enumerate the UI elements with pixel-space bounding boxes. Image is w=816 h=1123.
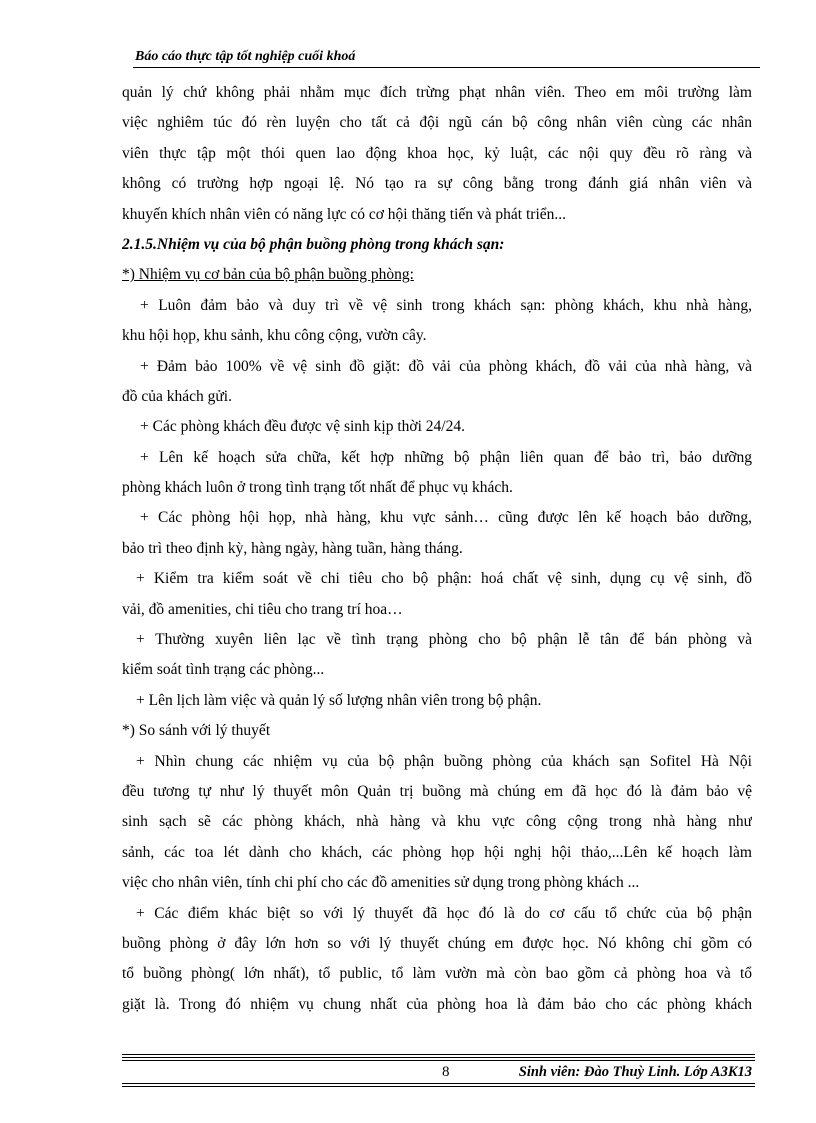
list-item: + Thường xuyên liên lạc về tình trạng phòng cho bộ phận lễ tân để bán phòng và (136, 631, 752, 649)
footer-row (122, 1061, 755, 1083)
list-item: + Các phòng hội họp, nhà hàng, khu vực sảnh… cũng được lên kế hoạch bảo dưỡng, (140, 509, 752, 527)
list-item: + Kiểm tra kiểm soát về chi tiêu cho bộ phận: hoá chất vệ sinh, dụng cụ vệ sinh, đồ (136, 570, 752, 588)
subsection-heading: *) Nhiệm vụ cơ bản của bộ phận buồng phòng: (122, 266, 414, 284)
text-line: việc nghiêm túc đó rèn luyện cho tất cả đội ngũ cán bộ công nhân viên cùng các nhân (122, 114, 752, 132)
body-text (122, 78, 752, 1020)
text-line: phòng khách luôn ở trong tình trạng tốt nhất để phục vụ khách. (122, 479, 513, 497)
text-line: khuyến khích nhân viên có năng lực có cơ hội thăng tiến và phát triển... (122, 205, 567, 223)
list-item: + Nhìn chung các nhiệm vụ của bộ phận buồng phòng của khách sạn Sofitel Hà Nội (136, 752, 752, 770)
text-line: đồ của khách gửi. (122, 387, 232, 405)
list-item: + Các điểm khác biệt so với lý thuyết đã học đó là do cơ cấu tổ chức của bộ phận (136, 904, 752, 922)
report-title: Báo cáo thực tập tốt nghiệp cuối khoá (135, 49, 356, 64)
text-line: giặt là. Trong đó nhiệm vụ chung nhất của phòng hoa là đảm bảo cho các phòng khách (122, 995, 752, 1013)
list-item: + Lên lịch làm việc và quản lý số lượng nhân viên trong bộ phận. (136, 691, 542, 709)
text-line: viên thực tập một thói quen lao động khoa học, kỷ luật, các nội quy đều rõ ràng và (122, 144, 752, 162)
list-item: + Đảm bảo 100% về vệ sinh đồ giặt: đồ vải của phòng khách, đồ vải của nhà hàng, và (140, 357, 752, 375)
text-line: tổ buồng phòng( lớn nhất), tổ public, tổ làm vườn mà còn bao gồm cả phòng hoa và tổ (122, 965, 752, 983)
text-line: quản lý chứ không phải nhằm mục đích trừng phạt nhân viên. Theo em môi trường làm (122, 84, 752, 101)
page-footer (122, 1054, 755, 1087)
text-line: buồng phòng ở đây lớn hơn so với lý thuyết chúng em được học. Nó không chỉ gồm có (122, 934, 752, 952)
text-line: sinh sạch sẽ các phòng khách, nhà hàng và khu vực công cộng trong nhà hàng như (122, 813, 752, 831)
page-number: 8 (442, 1064, 450, 1080)
student-info: Sinh viên: Đào Thuỳ Linh. Lớp A3K13 (518, 1064, 752, 1080)
text-line: kiểm soát tình trạng các phòng... (122, 661, 325, 679)
text-line: khu hội họp, khu sảnh, khu công cộng, vườn cây. (122, 327, 427, 345)
text-line: bảo trì theo định kỳ, hàng ngày, hàng tuần, hàng tháng. (122, 539, 463, 557)
subsection-heading: *) So sánh với lý thuyết (122, 722, 271, 740)
list-item: + Các phòng khách đều được vệ sinh kịp thời 24/24. (140, 418, 465, 436)
section-heading: 2.1.5.Nhiệm vụ của bộ phận buồng phòng trong khách sạn: (122, 235, 505, 253)
text-line: vải, đồ amenities, chi tiêu cho trang trí hoa… (122, 600, 403, 618)
text-line: sảnh, các toa lét dành cho khách, các phòng họp hội nghị hội thảo,...Lên kế hoạch làm (122, 843, 752, 861)
list-item: + Lên kế hoạch sửa chữa, kết hợp những bộ phận liên quan để bảo trì, bảo dưỡng (140, 448, 752, 466)
list-item: + Luôn đảm bảo và duy trì về vệ sinh trong khách sạn: phòng khách, khu nhà hàng, (140, 296, 752, 314)
text-line: việc cho nhân viên, tính chi phí cho các đồ amenities sử dụng trong phòng khách ... (122, 874, 640, 892)
page-header (133, 47, 760, 68)
footer-bottom-rule (122, 1083, 755, 1087)
text-line: không có trường hợp ngoại lệ. Nó tạo ra sự công bằng trong đánh giá nhân viên và (122, 175, 752, 193)
text-line: đều tương tự như lý thuyết môn Quản trị buồng mà chúng em đã học đó là đảm bảo vệ (122, 782, 752, 800)
